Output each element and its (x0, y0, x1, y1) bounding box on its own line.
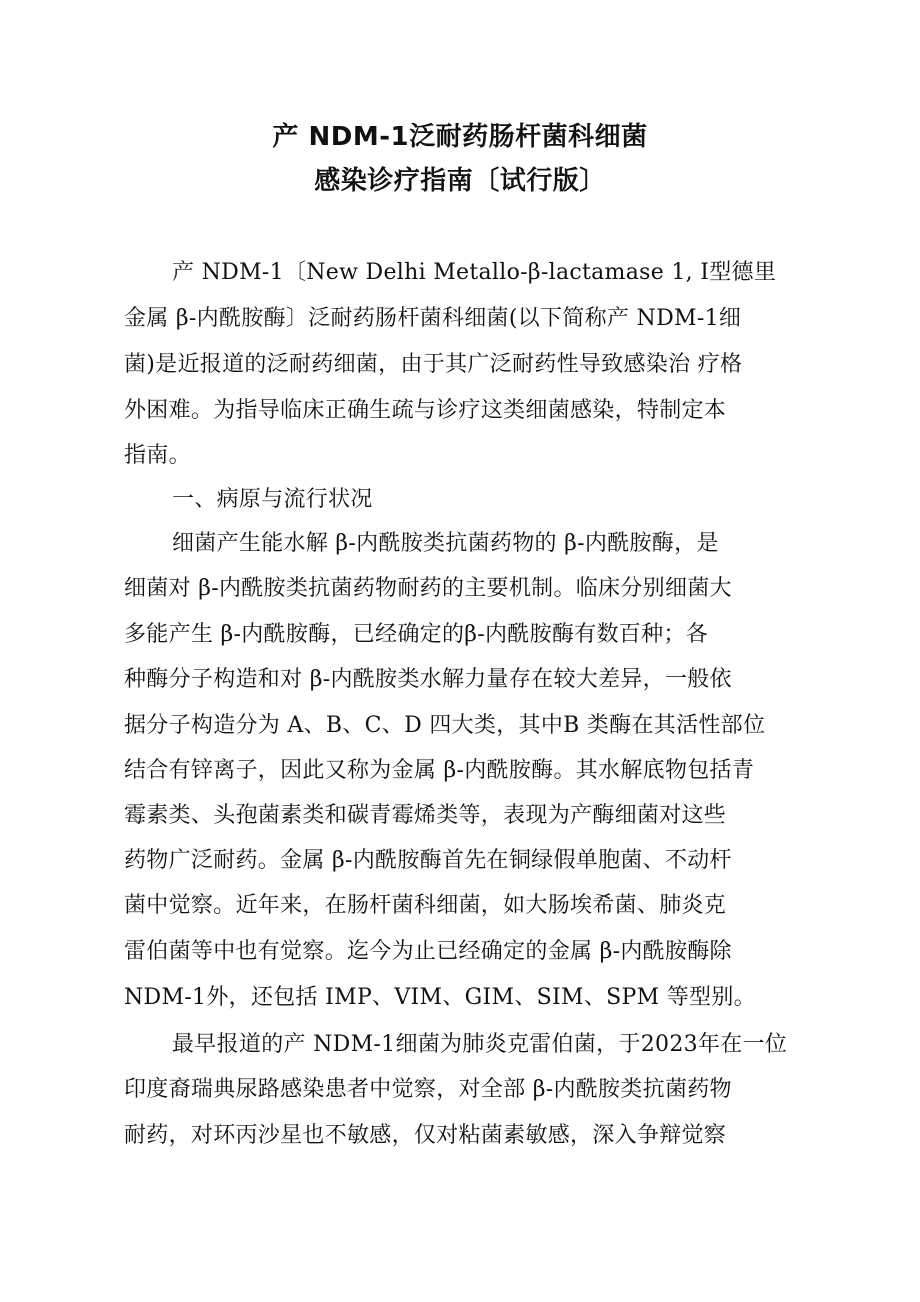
document-title-line-2: 感染诊疗指南〔试行版〕 (314, 166, 606, 196)
paragraph-line: 外困难。为指导临床正确生疏与诊疗这类细菌感染，特制定本 (124, 398, 727, 423)
document-title-line-1: 产 NDM-1泛耐药肠杆菌科细菌 (272, 122, 648, 152)
paragraph-line: 菌)是近报道的泛耐药细菌，由于其广泛耐药性导致感染治 疗格 (124, 352, 743, 377)
paragraph-line: 印度裔瑞典尿路感染患者中觉察，对全部 β-内酰胺类抗菌药物 (124, 1077, 732, 1102)
paragraph-line: 霉素类、头孢菌素类和碳青霉烯类等，表现为产酶细菌对这些 (124, 803, 727, 828)
paragraph-line: 雷伯菌等中也有觉察。迄今为止已经确定的金属 β-内酰胺酶除 (124, 939, 732, 964)
paragraph-line: 产 NDM-1〔New Delhi Metallo-β-lactamase 1, Ⅰ型德里 (172, 260, 777, 285)
paragraph-line: 药物广泛耐药。金属 β-内酰胺酶首先在铜绿假单胞菌、不动杆 (124, 848, 732, 873)
paragraph-line: NDM-1外，还包括 IMP、VIM、GIM、SIM、SPM 等型别。 (124, 985, 756, 1010)
paragraph-line: 金属 β-内酰胺酶〕泛耐药肠杆菌科细菌(以下简称产 NDM-1细 (124, 306, 742, 331)
paragraph-line: 结合有锌离子，因此又称为金属 β-内酰胺酶。其水解底物包括青 (124, 758, 755, 783)
paragraph-line: 种酶分子构造和对 β-内酰胺类水解力量存在较大差异，一般依 (124, 667, 732, 692)
paragraph-line: 菌中觉察。近年来，在肠杆菌科细菌，如大肠埃希菌、肺炎克 (124, 893, 727, 918)
paragraph-line: 耐药，对环丙沙星也不敏感，仅对粘菌素敏感，深入争辩觉察 (124, 1123, 727, 1148)
paragraph-line: 多能产生 β-内酰胺酶，已经确定的β-内酰胺酶有数百种；各 (124, 622, 708, 647)
paragraph-line: 细菌产生能水解 β-内酰胺类抗菌药物的 β-内酰胺酶，是 (172, 531, 719, 556)
section-heading: 一、病原与流行状况 (172, 487, 373, 512)
paragraph-line: 最早报道的产 NDM-1细菌为肺炎克雷伯菌，于2023年在一位 (172, 1032, 788, 1057)
paragraph-line: 据分子构造分为 A、B、C、D 四大类，其中B 类酶在其活性部位 (124, 713, 766, 738)
paragraph-line: 指南。 (124, 443, 191, 468)
paragraph-line: 细菌对 β-内酰胺类抗菌药物耐药的主要机制。临床分别细菌大 (124, 576, 732, 601)
